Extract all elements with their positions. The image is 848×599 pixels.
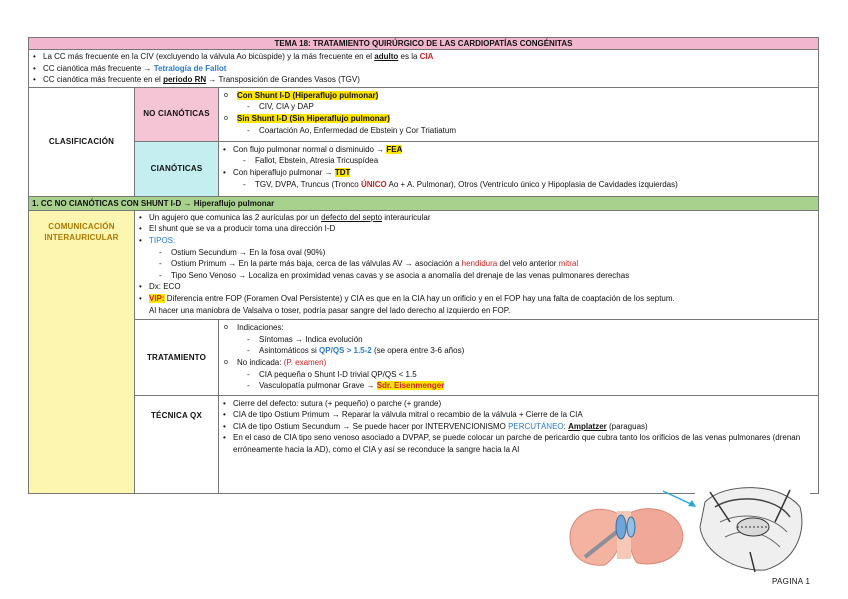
cia-vip: • VIP: Diferencia entre FOP (Foramen Oval Persistente) y CIA es que en la CIA hay un orificio y en el FOP hay una falta de coaptación de los septum. Al hacer una maniobra de Valsalva o toser, podría pasar sangre del lado derecho al izquierdo en FOP. xyxy=(149,293,815,316)
tecnica-item: • CIA de tipo Ostium Secundum → Se puede hacer por INTERVENCIONISMO PERCUTÁNEO: Amplatzer (paraguas) xyxy=(233,421,815,433)
tratamiento-label: TRATAMIENTO xyxy=(135,320,219,396)
page-title: TEMA 18: TRATAMIENTO QUIRÚRGICO DE LAS CARDIOPATÍAS CONGÉNITAS xyxy=(29,38,819,50)
trat-item: o Indicaciones: - Síntomas → Indica evolución - Asintomáticos si QP/QS > 1.5-2 (se opera entre 3-6 años) xyxy=(237,322,815,357)
tecnica-item: • Cierre del defecto: sutura (+ pequeño) o parche (+ grande) xyxy=(233,398,815,410)
cia-bullet: • Un agujero que comunica las 2 aurículas por un defecto del septo interauricular xyxy=(149,212,815,224)
intro-block xyxy=(29,50,819,88)
tipo-item: - Tipo Seno Venoso → Localiza en proximidad venas cavas y se asocia a anomalía del drenaje de las venas pulmonares derechas xyxy=(171,270,815,282)
trat-sub: - Vasculopatía pulmonar Grave → Sdr. Eisenmenger xyxy=(259,380,815,392)
cian-item: • Con flujo pulmonar normal o disminuido → FEA - Fallot, Ebstein, Atresia Tricuspídea xyxy=(233,144,815,167)
cia-content xyxy=(135,210,819,319)
tecnica-content xyxy=(219,395,819,493)
cia-bullet: • Dx: ECO xyxy=(149,281,815,293)
cia-label: COMUNICACIÓN INTERAURICULAR xyxy=(29,210,135,493)
tecnica-item: • En el caso de CIA tipo seno venoso asociado a DVPAP, se puede colocar un parche de pericardio que cubra tanto los orificios de las venas pulmonares (drenan erróneamente hacia la AD), como el CIA y así se reconduce la sangre hacia la AI xyxy=(233,432,815,455)
page-number: PAGINA 1 xyxy=(772,577,811,586)
no-cian-item: o Sin Shunt I-D (Sin Hiperaflujo pulmonar) - Coartación Ao, Enfermedad de Ebstein y Cor Triatiatum xyxy=(237,113,815,136)
section-header: 1. CC NO CIANÓTICAS CON SHUNT I-D → Hiperaflujo pulmonar xyxy=(29,196,819,210)
tecnica-item: • CIA de tipo Ostium Primum → Reparar la válvula mitral o recambio de la válvula + Cierre de la CIA xyxy=(233,409,815,421)
pointer-arrow-icon xyxy=(660,488,700,510)
no-cianoticas-label: NO CIANÓTICAS xyxy=(135,87,219,141)
trat-sub: - Síntomas → Indica evolución xyxy=(259,334,815,346)
cia-tipos: • TIPOS: - Ostium Secundum → En la fosa oval (90%) - Ostium Primum → En la parte más baja, cerca de las válvulas AV → asociación a hendidura del velo anterior mitral - Tipo Seno Venoso → Localiza en proximidad venas cavas y se asocia a anomalía del drenaje de las venas pulmonares derechas xyxy=(149,235,815,281)
notes-page xyxy=(28,37,818,494)
no-cian-item: o Con Shunt I-D (Hiperaflujo pulmonar) - CIV, CIA y DAP xyxy=(237,90,815,113)
cian-item: • Con hiperaflujo pulmonar → TDT - TGV, DVPA, Truncus (Tronco ÚNICO Ao + A. Pulmonar), Otros (Ventrículo único y Hipoplasia de Cavidades izquierdas) xyxy=(233,167,815,190)
tecnica-label: TÉCNICA QX xyxy=(135,395,219,493)
intro-line-1: • La CC más frecuente en la CIV (excluyendo la válvula Ao bicúspide) y la más frecuente en el adulto es la CIA xyxy=(43,51,815,63)
no-cianoticas-content xyxy=(219,87,819,141)
notes-table xyxy=(28,37,819,494)
trat-sub: - Asintomáticos si QP/QS > 1.5-2 (se opera entre 3-6 años) xyxy=(259,345,815,357)
intro-line-3: • CC cianótica más frecuente en el periodo RN → Transposición de Grandes Vasos (TGV) xyxy=(43,74,815,86)
cia-bullet: • El shunt que se va a producir toma una dirección I-D xyxy=(149,223,815,235)
intro-line-2: • CC cianótica más frecuente → Tetralogía de Fallot xyxy=(43,63,815,75)
cian-sub: - Fallot, Ebstein, Atresia Tricuspídea xyxy=(255,155,815,167)
cianoticas-content xyxy=(219,141,819,196)
clasificacion-label: CLASIFICACIÓN xyxy=(29,87,135,196)
tipo-item: - Ostium Secundum → En la fosa oval (90%) xyxy=(171,247,815,259)
trat-item: o No indicada: (P. examen) - CIA pequeña o Shunt I-D trivial QP/QS < 1.5 - Vasculopatía pulmonar Grave → Sdr. Eisenmenger xyxy=(237,357,815,392)
trat-sub: - CIA pequeña o Shunt I-D trivial QP/QS < 1.5 xyxy=(259,369,815,381)
cian-sub: - TGV, DVPA, Truncus (Tronco ÚNICO Ao + A. Pulmonar), Otros (Ventrículo único y Hipoplasia de Cavidades izquierdas) xyxy=(255,179,815,191)
no-cian-sub: - Coartación Ao, Enfermedad de Ebstein y Cor Triatiatum xyxy=(259,125,815,137)
cianoticas-label: CIANÓTICAS xyxy=(135,141,219,196)
no-cian-sub: - CIV, CIA y DAP xyxy=(259,101,815,113)
surgery-illustration xyxy=(695,482,810,574)
tratamiento-content xyxy=(219,320,819,396)
tipo-item: - Ostium Primum → En la parte más baja, cerca de las válvulas AV → asociación a hendidura del velo anterior mitral xyxy=(171,258,815,270)
